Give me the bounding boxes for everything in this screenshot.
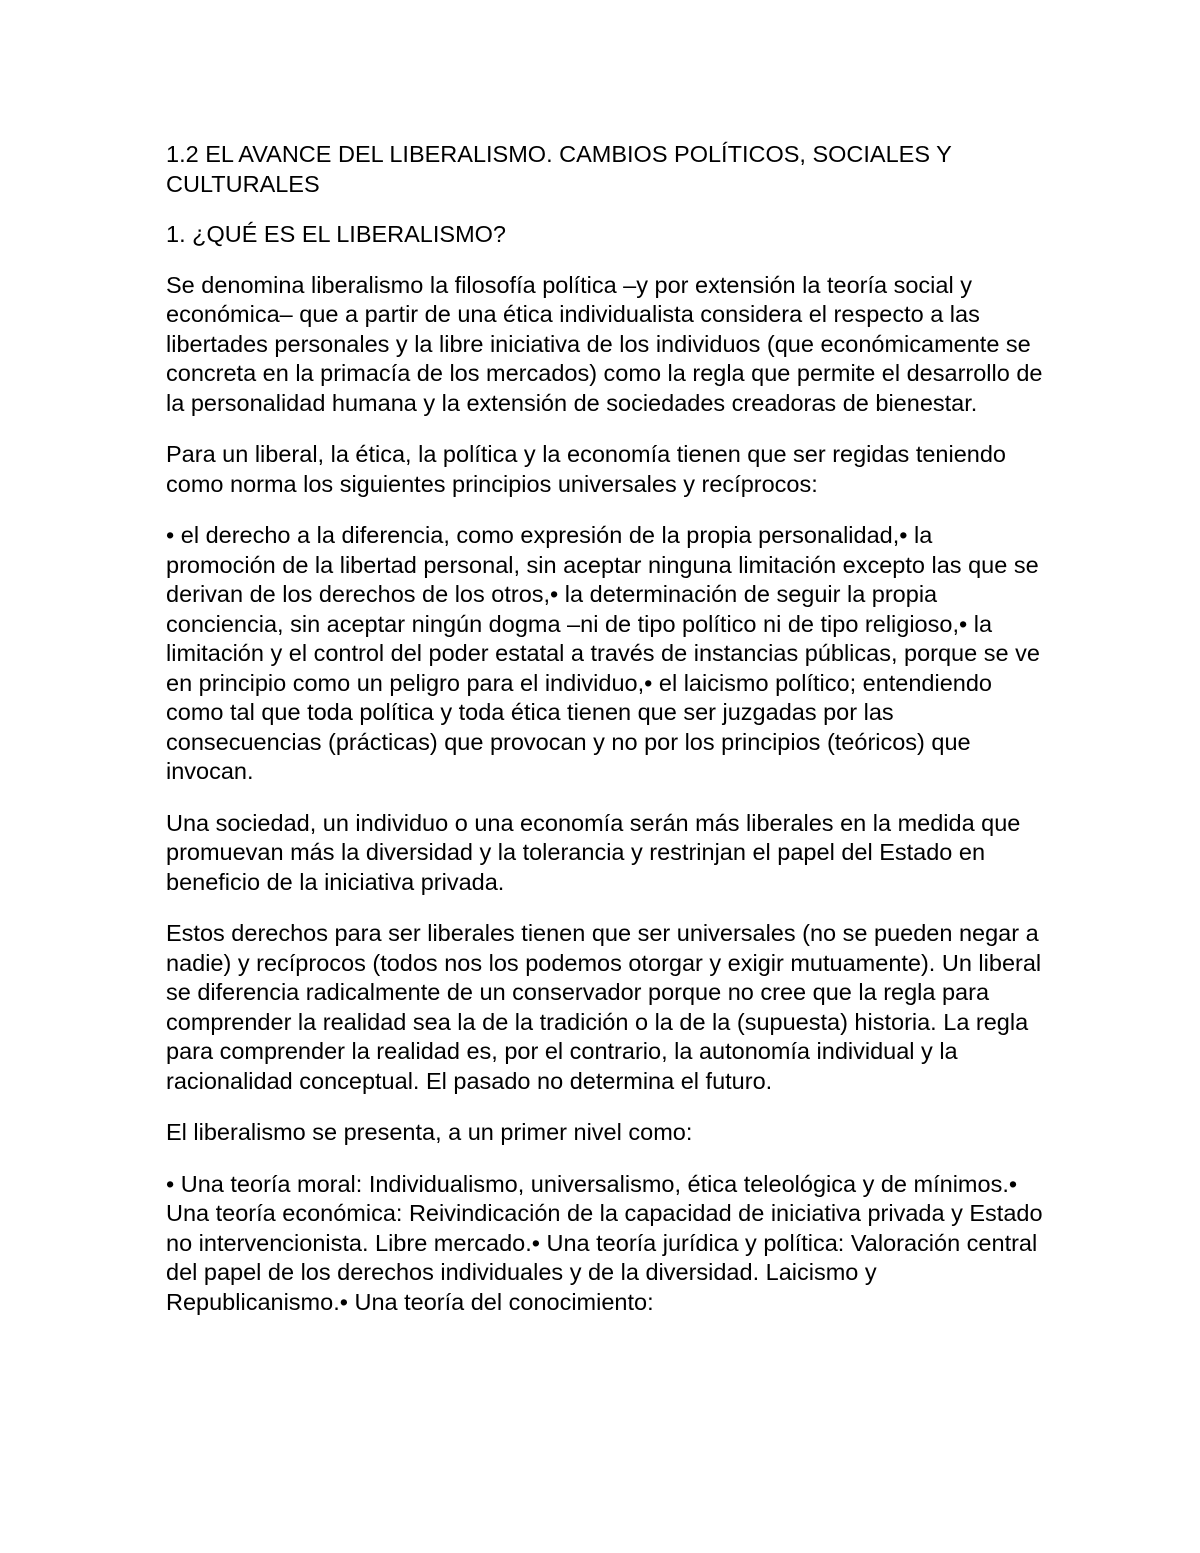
document-title: 1.2 EL AVANCE DEL LIBERALISMO. CAMBIOS POLÍTICOS, SOCIALES Y CULTURALES — [166, 141, 952, 197]
document-body — [166, 140, 1046, 1339]
paragraph-rights: Estos derechos para ser liberales tienen que ser universales (no se pueden negar a nadie) y recíprocos (todos nos los podemos otorgar y exigir mutuamente). Un liberal se diferencia radicalmente de un conservador porque no cree que la regla para comprender la realidad sea la de la tradición o la de la (supuesta) historia. La regla para comprender la realidad es, por el contrario, la autonomía individual y la racionalidad conceptual. El pasado no determina el futuro. — [166, 920, 1042, 1094]
paragraph-principles-intro: Para un liberal, la ética, la política y la economía tienen que ser regidas teniendo como norma los siguientes principios universales y recíprocos: — [166, 441, 1006, 497]
paragraph-definition: Se denomina liberalismo la filosofía política –y por extensión la teoría social y económica– que a partir de una ética individualista considera el respecto a las libertades personales y la libre iniciativa de los individuos (que económicamente se concreta en la primacía de los mercados) como la regla que permite el desarrollo de la personalidad humana y la extensión de sociedades creadoras de bienestar. — [166, 271, 1043, 416]
paragraph-levels-intro: El liberalismo se presenta, a un primer nivel como: — [166, 1119, 693, 1145]
paragraph-levels-list: • Una teoría moral: Individualismo, universalismo, ética teleológica y de mínimos.• Una teoría económica: Reivindicación de la capacidad de iniciativa privada y Estado no intervencionista. Libre mercado.• Una teoría jurídica y política: Valoración central del papel de los derechos individuales y de la diversidad. Laicismo y Republicanismo.• Una teoría del conocimiento: — [166, 1170, 1043, 1315]
paragraph-principles-list: • el derecho a la diferencia, como expresión de la propia personalidad,• la promoción de la libertad personal, sin aceptar ninguna limitación excepto las que se derivan de los derechos de los otros,• la determinación de seguir la propia conciencia, sin aceptar ningún dogma –ni de tipo político ni de tipo religioso,• la limitación y el control del poder estatal a través de instancias públicas, porque se ve en principio como un peligro para el individuo,• el laicismo político; entendiendo como tal que toda política y toda ética tienen que ser juzgadas por las consecuencias (prácticas) que provocan y no por los principios (teóricos) que invocan. — [166, 522, 1040, 784]
paragraph-liberal-society: Una sociedad, un individuo o una economía serán más liberales en la medida que promuevan más la diversidad y la tolerancia y restrinjan el papel del Estado en beneficio de la iniciativa privada. — [166, 809, 1021, 895]
section-heading: 1. ¿QUÉ ES EL LIBERALISMO? — [166, 221, 507, 247]
